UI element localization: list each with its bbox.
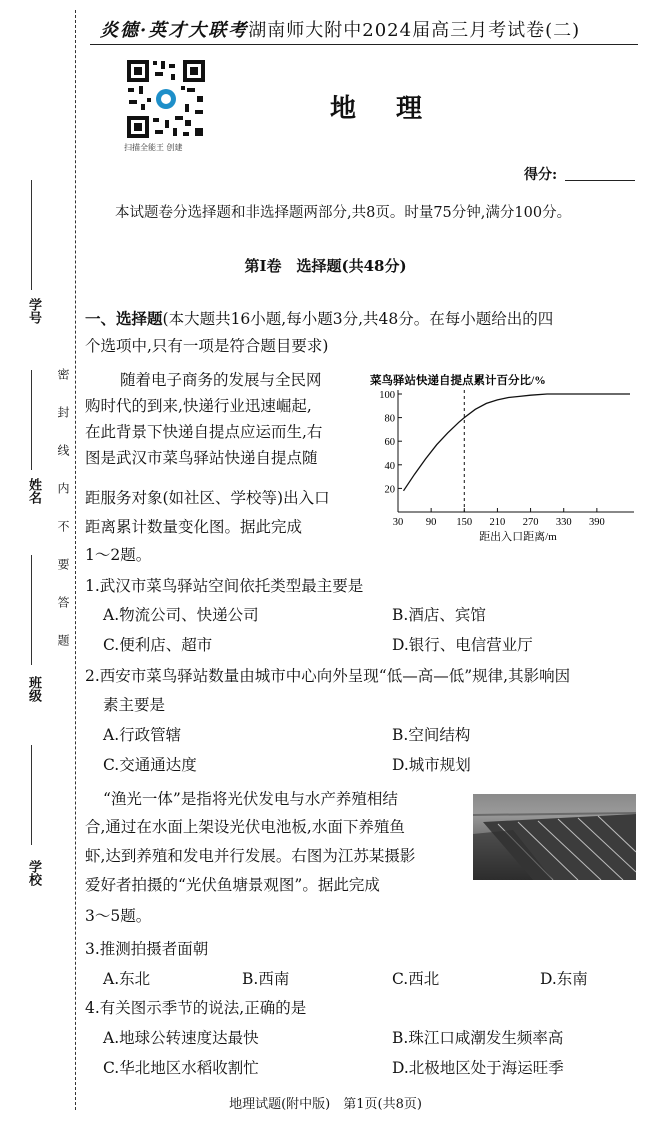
y-tick-label: 100 xyxy=(379,390,395,401)
q1-option-d: D.银行、电信营业厅 xyxy=(392,636,533,654)
y-tick-label: 20 xyxy=(384,484,395,496)
q1-stem: 1.武汉市菜鸟驿站空间依托类型最主要是 xyxy=(85,577,364,595)
passage2-line: 3～5题。 xyxy=(85,907,152,925)
q2-option-a: A.行政管辖 xyxy=(103,726,182,744)
q3-option-a: A.东北 xyxy=(103,970,151,988)
score-blank xyxy=(565,180,635,181)
class-line xyxy=(31,555,33,665)
q4-stem: 4.有关图示季节的说法,正确的是 xyxy=(85,999,307,1017)
intro-text: 本试题卷分选择题和非选择题两部分,共8页。时量75分钟,满分100分。 xyxy=(115,205,572,221)
q2-option-b: B.空间结构 xyxy=(392,726,471,744)
q4-option-c: C.华北地区水稻收割忙 xyxy=(103,1059,259,1077)
q1-option-a: A.物流公司、快递公司 xyxy=(103,606,259,624)
student-id-label: 学号 xyxy=(26,298,41,324)
qr-code xyxy=(125,58,207,140)
y-tick-label: 60 xyxy=(384,437,395,449)
x-tick-label: 270 xyxy=(522,517,539,528)
solar-fishpond-photo xyxy=(473,794,636,880)
x-axis-label: 距出入口距离/m xyxy=(479,531,557,543)
x-tick-label: 330 xyxy=(555,517,572,528)
y-tick-label: 80 xyxy=(384,413,395,425)
instructions-line-2: 个选项中,只有一项是符合题目要求) xyxy=(85,337,329,355)
qr-caption: 扫描全能王 创建 xyxy=(124,143,183,152)
passage2-line: “渔光一体”是指将光伏发电与水产养殖相结 xyxy=(103,790,398,808)
express-station-chart xyxy=(368,366,636,546)
q2-stem: 2.西安市菜鸟驿站数量由城市中心向外呈现“低—高—低”规律,其影响因 xyxy=(85,667,571,685)
passage1-line: 1～2题。 xyxy=(85,546,152,564)
q3-option-b: B.西南 xyxy=(242,970,290,988)
q4-option-a: A.地球公转速度达最快 xyxy=(103,1029,259,1047)
exam-title: 湖南师大附中2024届高三月考试卷(二) xyxy=(248,20,581,41)
brand-name: 炎德·英才大联考 xyxy=(100,20,249,41)
passage2-line: 合,通过在水面上架设光伏电池板,水面下养殖鱼 xyxy=(85,818,405,836)
school-line xyxy=(31,745,33,845)
q3-option-c: C.西北 xyxy=(392,970,440,988)
instructions-line-1: 一、选择题(本大题共16小题,每小题3分,共48分。在每小题给出的四 xyxy=(85,309,554,328)
x-tick-label: 150 xyxy=(456,517,473,528)
name-line xyxy=(31,370,33,470)
q4-option-b: B.珠江口咸潮发生频率高 xyxy=(392,1029,564,1047)
passage1-line: 购时代的到来,快递行业迅速崛起, xyxy=(85,397,312,415)
class-label: 班级 xyxy=(26,676,41,702)
passage1-line: 距离累计数量变化图。据此完成 xyxy=(85,518,303,536)
passage2-line: 虾,达到养殖和发电并行发展。右图为江苏某摄影 xyxy=(85,847,416,865)
section-title: 第Ⅰ卷 选择题(共48分) xyxy=(244,257,407,275)
passage1-line: 距服务对象(如社区、学校等)出入口 xyxy=(85,489,330,507)
q1-option-b: B.酒店、宾馆 xyxy=(392,606,486,624)
q3-option-d: D.东南 xyxy=(540,970,588,988)
passage1-line: 在此背景下快递自提点应运而生,右 xyxy=(85,423,323,441)
school-label: 学校 xyxy=(26,860,41,886)
x-tick-label: 210 xyxy=(489,517,506,528)
passage2-line: 爱好者拍摄的“光伏鱼塘景观图”。据此完成 xyxy=(85,876,380,894)
q2-stem-cont: 素主要是 xyxy=(103,696,166,714)
chart-title: 菜鸟驿站快递自提点累计百分比/% xyxy=(370,375,546,387)
q2-option-d: D.城市规划 xyxy=(392,756,471,774)
passage1-line: 图是武汉市菜鸟驿站快递自提点随 xyxy=(85,449,318,467)
name-label: 姓名 xyxy=(26,478,41,504)
x-tick-label: 390 xyxy=(588,517,605,528)
exam-header xyxy=(100,16,580,42)
seal-warning-text: 密封线内不要答题 xyxy=(56,368,70,672)
x-tick-label: 90 xyxy=(425,517,437,528)
page-footer: 地理试题(附中版) 第1页(共8页) xyxy=(229,1097,422,1112)
q4-option-d: D.北极地区处于海运旺季 xyxy=(392,1059,564,1077)
x-tick-label: 30 xyxy=(392,517,404,528)
q3-stem: 3.推测拍摄者面朝 xyxy=(85,940,209,958)
instructions-title: 一、选择题 xyxy=(85,309,163,328)
q1-option-c: C.便利店、超市 xyxy=(103,636,213,654)
header-rule xyxy=(90,44,638,45)
binding-dashed-line xyxy=(75,10,77,1110)
cumulative-percent-line xyxy=(404,394,631,491)
q2-option-c: C.交通通达度 xyxy=(103,756,197,774)
y-tick-label: 40 xyxy=(384,460,395,472)
subject-title: 地理 xyxy=(330,94,463,124)
score-label: 得分: xyxy=(524,167,558,183)
passage1-line: 随着电子商务的发展与全民网 xyxy=(120,371,322,389)
